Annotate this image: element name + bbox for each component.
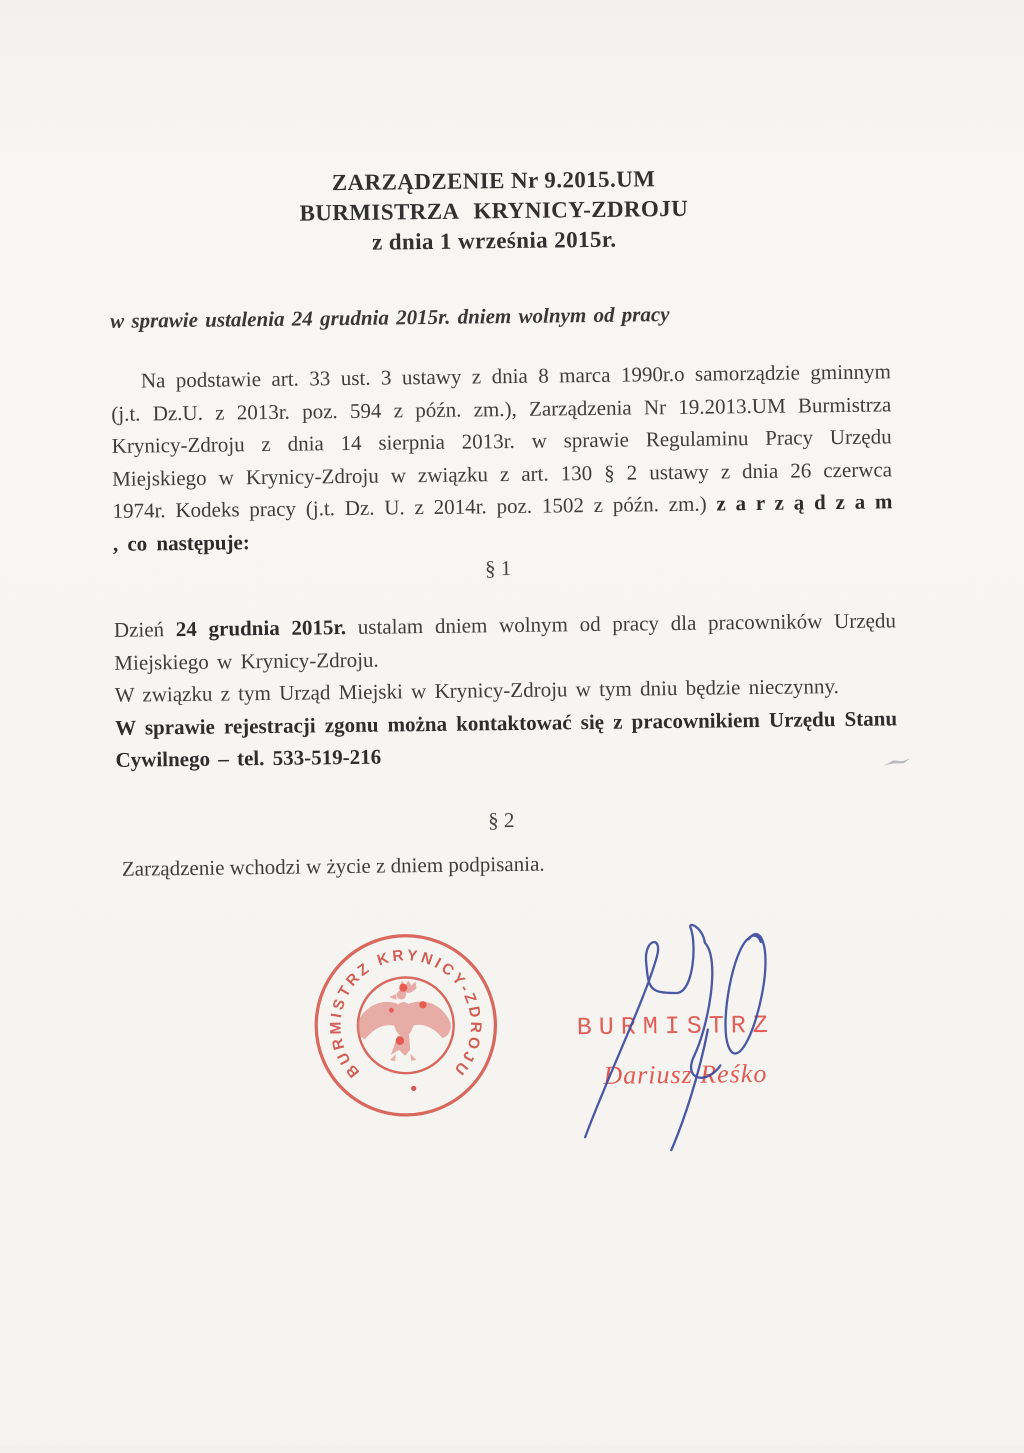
day-off-paragraph [114, 604, 897, 679]
legal-basis-text: Na podstawie art. 33 ust. 3 ustawy z dnia 8 marca 1990r.o samorządzie gminnym (j.t. Dz.U. z 2013r. poz. 594 z późn. zm.), Zarządzenia Nr 19.2013.UM Burmistrza Krynicy-Zdroju z dnia 14 sierpnia 2013r. w sprawie Regulaminu Pracy Urzędu Miejskiego w Krynicy-Zdroju w związku z art. 130 § 2 ustawy z dnia 26 czerwca 1974r. Kodeks pracy (j.t. Dz. U. z 2014r. poz. 1502 z późn. zm.) [111, 359, 893, 523]
mayor-name-stamp-text: Dariusz Reśko [603, 1058, 768, 1090]
death-registration-notice: W sprawie rejestracji zgonu można kontaktować się z pracownikiem Urzędu Stanu Cywilnego – tel. 533-519-216 [114, 705, 898, 772]
document-title [0, 160, 992, 262]
stamp-ring-text: BURMISTRZ KRYNICY-ZDROJU [327, 946, 485, 1081]
stamp-bottom-dot [411, 1086, 416, 1091]
section-1-heading: § 1 [484, 556, 512, 581]
effective-date-paragraph: Zarządzenie wchodzi w życie z dniem podpisania. [121, 851, 545, 881]
section-1-body [114, 604, 898, 776]
mayor-signature-scribble [544, 911, 807, 1164]
mayor-role-stamp-text: BURMISTRZ [576, 1010, 776, 1043]
official-round-stamp [292, 912, 519, 1139]
day-off-rest: ustalam dniem wolnym od pracy dla pracowników Urzędu Miejskiego w Krynicy-Zdroju. [114, 608, 897, 675]
scan-artifact-mark [881, 753, 915, 773]
office-closed-paragraph: W związku z tym Urząd Miejski w Krynicy-Zdroju w tym dniu będzie nieczynny. [114, 674, 839, 707]
title-line-ordinance-number: ZARZĄDZENIE Nr 9.2015.UM [331, 166, 656, 196]
day-off-start: Dzień [113, 617, 176, 642]
section-2-heading: § 2 [488, 807, 515, 833]
decree-phrase: z a r z ą d z a m , co następuje: [112, 489, 893, 556]
title-line-date: z dnia 1 września 2015r. [371, 226, 617, 255]
subject-line: w sprawie ustalenia 24 grudnia 2015r. dniem wolnym od pracy [110, 302, 670, 333]
title-line-issuer: BURMISTRZA KRYNICY-ZDROJU [299, 195, 689, 226]
day-off-date: 24 grudnia 2015r. [175, 615, 347, 642]
legal-basis-paragraph [111, 355, 893, 560]
